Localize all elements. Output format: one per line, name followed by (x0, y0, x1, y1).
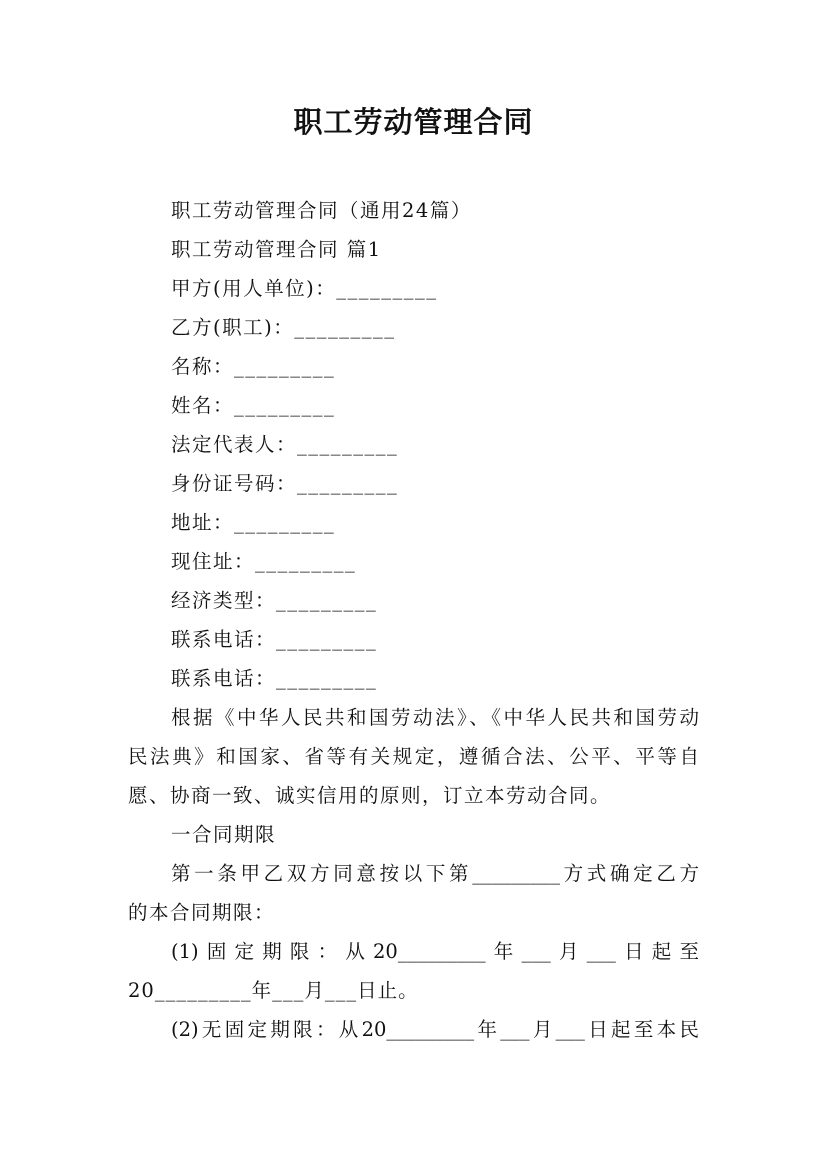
item2-line-1: (2)无固定期限：从20_________年___月___日起至本民 (171, 1018, 699, 1041)
section-title-line: 职工劳动管理合同 篇1 (171, 238, 382, 261)
address-field: 地址：_________ (171, 511, 336, 534)
phone-field-2: 联系电话：_________ (171, 667, 378, 690)
economic-type-field: 经济类型：_________ (171, 589, 378, 612)
item1-line-1: (1)固定期限：从20_________年___月___日起至 (171, 940, 699, 963)
person-name-field: 姓名：_________ (171, 394, 336, 417)
legal-representative-field: 法定代表人：_________ (171, 433, 399, 456)
id-number-field: 身份证号码：_________ (171, 472, 399, 495)
party-a-field: 甲方(用人单位)：_________ (171, 277, 438, 300)
current-address-field: 现住址：_________ (171, 550, 357, 573)
paragraph-line-3: 愿、协商一致、诚实信用的原则，订立本劳动合同。 (128, 784, 612, 807)
document-title: 职工劳动管理合同 (293, 105, 534, 139)
subtitle-line: 职工劳动管理合同（通用24篇） (171, 199, 472, 222)
name-field: 名称：_________ (171, 355, 336, 378)
article-line-1: 第一条甲乙双方同意按以下第_________方式确定乙方 (171, 862, 699, 885)
item1-line-2: 20_________年___月___日止。 (128, 979, 419, 1002)
paragraph-line-2: 民法典》和国家、省等有关规定，遵循合法、公平、平等自 (128, 745, 699, 768)
phone-field-1: 联系电话：_________ (171, 628, 378, 651)
article-line-2: 的本合同期限： (128, 901, 276, 924)
section-heading: 一合同期限 (171, 823, 277, 846)
paragraph-line-1: 根据《中华人民共和国劳动法》、《中华人民共和国劳动 (171, 706, 699, 729)
party-b-field: 乙方(职工)：_________ (171, 316, 396, 339)
